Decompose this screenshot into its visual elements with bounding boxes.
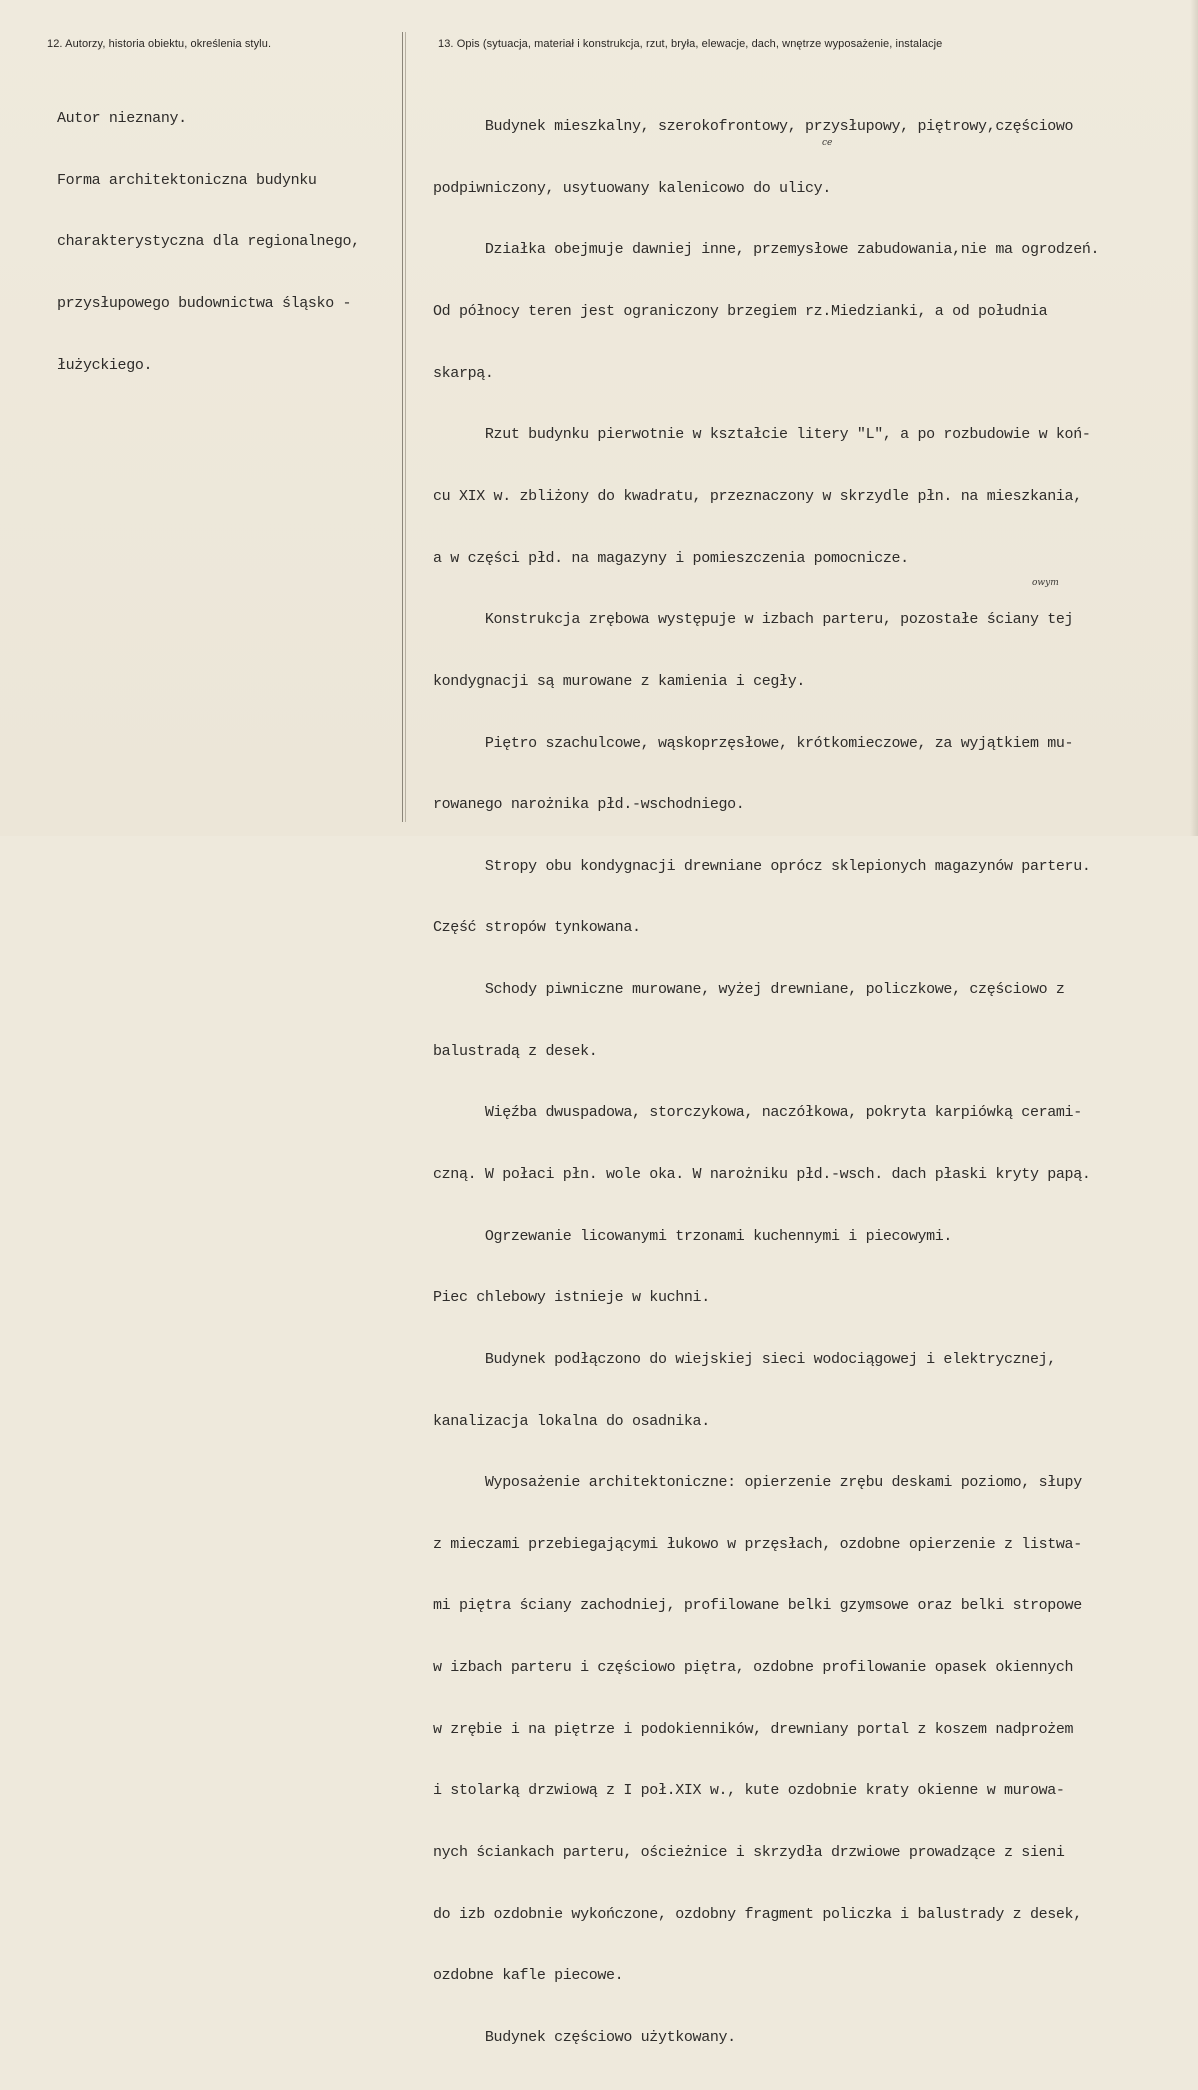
right-line: Budynek częściowo użytkowany. bbox=[433, 2028, 736, 2046]
right-line: Wyposażenie architektoniczne: opierzenie zrębu deskami poziomo, słupy bbox=[433, 1474, 1082, 1492]
right-line: skarpą. bbox=[433, 364, 494, 382]
left-line: łużyckiego. bbox=[57, 356, 153, 374]
right-line: Schody piwniczne murowane, wyżej drewniane, policzkowe, częściowo z bbox=[433, 981, 1065, 999]
right-line: Część stropów tynkowana. bbox=[433, 919, 641, 937]
left-line: Autor nieznany. bbox=[57, 110, 187, 128]
left-line: charakterystyczna dla regionalnego, bbox=[57, 233, 360, 251]
right-line: ozdobne kafle piecowe. bbox=[433, 1967, 624, 1985]
column-divider bbox=[402, 32, 403, 822]
right-line: a w części płd. na magazyny i pomieszczenia pomocnicze. bbox=[433, 549, 909, 567]
right-line: w zrębie i na piętrze i podokienników, drewniany portal z koszem nadprożem bbox=[433, 1720, 1074, 1738]
handwritten-correction: owym bbox=[1032, 578, 1059, 588]
right-line: cu XIX w. zbliżony do kwadratu, przeznaczony w skrzydle płn. na mieszkania, bbox=[433, 487, 1082, 505]
right-column-text bbox=[433, 76, 1099, 2090]
right-line: Więźba dwuspadowa, storczykowa, naczółkowa, pokryta karpiówką cerami- bbox=[433, 1104, 1082, 1122]
right-line: Konstrukcja zrębowa występuje w izbach parteru, pozostałe ściany tej bbox=[433, 611, 1074, 629]
column-divider-shadow bbox=[405, 32, 406, 822]
right-line: kondygnacji są murowane z kamienia i cegły. bbox=[433, 672, 806, 690]
right-line: Rzut budynku pierwotnie w kształcie litery "L", a po rozbudowie w koń- bbox=[433, 426, 1091, 444]
right-line: czną. W połaci płn. wole oka. W narożniku płd.-wsch. dach płaski kryty papą. bbox=[433, 1165, 1091, 1183]
right-line: Działka obejmuje dawniej inne, przemysłowe zabudowania,nie ma ogrodzeń. bbox=[433, 241, 1100, 259]
page-edge-shadow bbox=[1190, 0, 1198, 836]
right-line: Od północy teren jest ograniczony brzegiem rz.Miedzianki, a od południa bbox=[433, 303, 1048, 321]
right-line: podpiwniczony, usytuowany kalenicowo do ulicy. bbox=[433, 179, 831, 197]
right-line: w izbach parteru i częściowo piętra, ozdobne profilowanie opasek okiennych bbox=[433, 1659, 1074, 1677]
right-line: rowanego narożnika płd.-wschodniego. bbox=[433, 796, 745, 814]
right-line: mi piętra ściany zachodniej, profilowane belki gzymsowe oraz belki stropowe bbox=[433, 1597, 1082, 1615]
right-line: Budynek mieszkalny, szerokofrontowy, przysłupowy, piętrowy,częściowo bbox=[433, 118, 1074, 136]
right-line: Budynek podłączono do wiejskiej sieci wodociągowej i elektrycznej, bbox=[433, 1350, 1056, 1368]
right-line: do izb ozdobnie wykończone, ozdobny fragment policzka i balustrady z desek, bbox=[433, 1905, 1082, 1923]
section-12-header: 12. Autorzy, historia obiektu, określenia stylu. bbox=[47, 38, 272, 50]
right-line: Piec chlebowy istnieje w kuchni. bbox=[433, 1289, 710, 1307]
right-line: z mieczami przebiegającymi łukowo w przęsłach, ozdobne opierzenie z listwa- bbox=[433, 1535, 1082, 1553]
left-line: przysłupowego budownictwa śląsko - bbox=[57, 295, 352, 313]
right-line: Stropy obu kondygnacji drewniane oprócz sklepionych magazynów parteru. bbox=[433, 857, 1091, 875]
right-line: Ogrzewanie licowanymi trzonami kuchennymi i piecowymi. bbox=[433, 1227, 953, 1245]
left-line: Forma architektoniczna budynku bbox=[57, 171, 317, 189]
handwritten-correction: ce bbox=[822, 138, 833, 148]
left-column-text bbox=[57, 68, 360, 417]
right-line: i stolarką drzwiową z I poł.XIX w., kute ozdobnie kraty okienne w murowa- bbox=[433, 1782, 1065, 1800]
right-line: Piętro szachulcowe, wąskoprzęsłowe, krótkomieczowe, za wyjątkiem mu- bbox=[433, 734, 1074, 752]
right-line: balustradą z desek. bbox=[433, 1042, 598, 1060]
right-line: kanalizacja lokalna do osadnika. bbox=[433, 1412, 710, 1430]
right-line: nych ściankach parteru, ościeżnice i skrzydła drzwiowe prowadzące z sieni bbox=[433, 1844, 1065, 1862]
section-13-header: 13. Opis (sytuacja, materiał i konstrukcja, rzut, bryła, elewacje, dach, wnętrze wyposażenie, instalacje bbox=[438, 38, 943, 50]
